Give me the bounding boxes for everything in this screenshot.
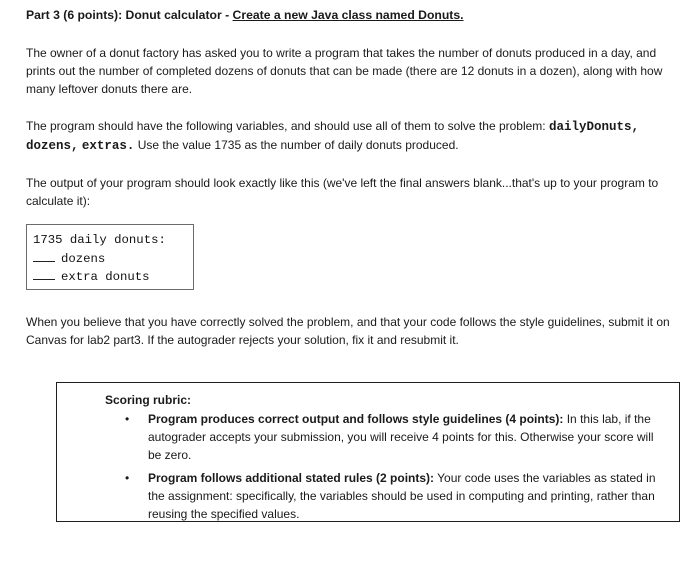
output-line-daily: 1735 daily donuts: [33,233,166,247]
assignment-document [26,6,686,349]
variables-tail: Use the value 1735 as the number of daily donuts produced. [134,138,459,152]
var-extras: extras. [81,139,135,153]
bullet-icon: • [125,412,130,426]
submit-paragraph: When you believe that you have correctly solved the problem, and that your code follows the style guidelines, submit it on Canvas for lab2 part3. If the autograder rejects your solution, fix it and resubmit it. [26,315,670,347]
rubric-list [105,410,667,523]
rubric-item [105,410,667,464]
scoring-rubric-box [56,382,680,522]
rubric-item-body: In this lab, if the autograder accepts your submission, you will receive 4 points for this. Otherwise your score will be zero. [148,412,654,462]
rubric-title: Scoring rubric: [105,393,192,407]
output-extras-label: extra donuts [61,270,150,284]
var-dozens: dozens, [26,139,79,153]
sample-output-box [26,224,194,290]
bullet-icon: • [125,471,130,485]
part-label: Part 3 (6 points): Donut calculator - [26,8,233,22]
output-line-dozens [33,249,193,267]
part-heading [26,6,686,24]
answer-blank [33,249,55,262]
output-dozens-label: dozens [61,252,106,266]
variables-lead: The program should have the following variables, and should use all of them to solve the problem: [26,119,549,133]
output-paragraph: The output of your program should look exactly like this (we've left the final answers blank...that's up to your program to calculate it): [26,176,659,208]
variables-paragraph [26,117,686,155]
answer-blank [33,267,55,280]
rubric-item-body: Your code uses the variables as stated in the assignment: specifically, the variables should be used in computing and printing, rather than reusing the specified values. [148,471,656,521]
var-daily-donuts: dailyDonuts, [548,120,639,134]
intro-paragraph: The owner of a donut factory has asked you to write a program that takes the number of donuts produced in a day, and prints out the number of completed dozens of donuts that can be made (there are 12 donuts in a dozen), along with how many leftover donuts there are. [26,46,663,96]
output-line-extras [33,267,193,285]
rubric-item-heading: Program follows additional stated rules (2 points): [148,471,435,485]
rubric-item-heading: Program produces correct output and follows style guidelines (4 points): [148,412,564,426]
class-name-instruction: Create a new Java class named Donuts. [232,8,464,22]
rubric-item [105,469,667,523]
